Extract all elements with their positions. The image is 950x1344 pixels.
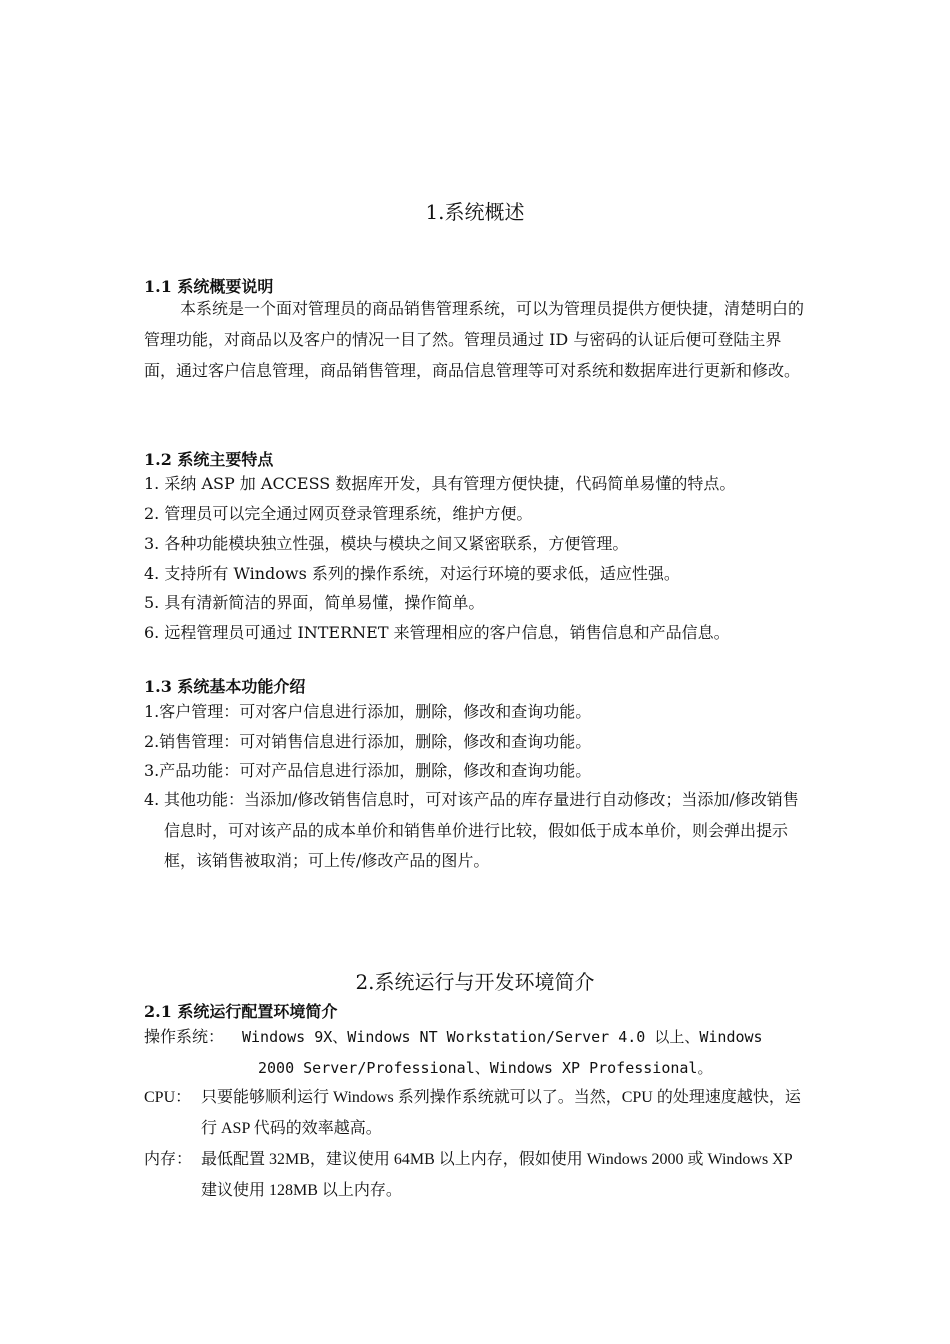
subsection-heading-2-1: 2.1 系统运行配置环境简介 — [144, 1002, 338, 1021]
env-os-text: Windows 9X、Windows NT Workstation/Server 4.0 以上、Windows 2000 Server/Professional、Windows XP Professional。 — [242, 1028, 763, 1077]
env-cpu — [144, 1083, 806, 1144]
overview-paragraph — [144, 293, 806, 386]
feature-item-1: 1. 采纳 ASP 加 ACCESS 数据库开发，具有管理方便快捷，代码简单易懂的特点。 — [144, 474, 736, 493]
feature-item-2: 2. 管理员可以完全通过网页登录管理系统，维护方便。 — [144, 504, 533, 523]
section-title-2: 2.系统运行与开发环境简介 — [355, 970, 595, 994]
feature-item-4: 4. 支持所有 Windows 系列的操作系统，对运行环境的要求低，适应性强。 — [144, 564, 680, 583]
feature-item-6: 6. 远程管理员可通过 INTERNET 来管理相应的客户信息，销售信息和产品信息。 — [144, 623, 730, 642]
env-memory-text: 最低配置 32MB，建议使用 64MB 以上内存，假如使用 Windows 2000 或 Windows XP 建议使用 128MB 以上内存。 — [201, 1151, 793, 1199]
function-item-3: 3.产品功能：可对产品信息进行添加，删除，修改和查询功能。 — [144, 761, 592, 780]
function-item-1: 1.客户管理：可对客户信息进行添加，删除，修改和查询功能。 — [144, 702, 592, 721]
function-item-2: 2.销售管理：可对销售信息进行添加，删除，修改和查询功能。 — [144, 732, 592, 751]
function-item-4 — [144, 785, 806, 877]
env-os-label: 操作系统： — [144, 1027, 225, 1046]
feature-item-3: 3. 各种功能模块独立性强，模块与模块之间又紧密联系，方便管理。 — [144, 534, 629, 553]
env-cpu-text: 只要能够顺利运行 Windows 系列操作系统就可以了。当然，CPU 的处理速度越快，运行 ASP 代码的效率越高。 — [201, 1089, 801, 1137]
section-title-1: 1.系统概述 — [425, 200, 525, 224]
function-item-4-label: 4. — [144, 790, 160, 809]
env-os — [144, 1022, 806, 1083]
subsection-heading-1-1: 1.1 系统概要说明 — [144, 277, 274, 296]
overview-paragraph-text: 本系统是一个面对管理员的商品销售管理系统，可以为管理员提供方便快捷，清楚明白的管理功能，对商品以及客户的情况一目了然。管理员通过 ID 与密码的认证后便可登陆主界面，通过客户信息管理，商品销售管理，商品信息管理等可对系统和数据库进行更新和修改。 — [144, 299, 805, 380]
subsection-heading-1-3: 1.3 系统基本功能介绍 — [144, 677, 306, 696]
subsection-heading-1-2: 1.2 系统主要特点 — [144, 450, 274, 469]
env-memory — [144, 1145, 806, 1206]
feature-item-5: 5. 具有清新简洁的界面，简单易懂，操作简单。 — [144, 593, 485, 612]
env-cpu-label: CPU： — [144, 1089, 192, 1106]
function-item-4-text: 其他功能：当添加/修改销售信息时，可对该产品的库存量进行自动修改；当添加/修改销售信息时，可对该产品的成本单价和销售单价进行比较，假如低于成本单价，则会弹出提示框，该销售被取消；可上传/修改产品的图片。 — [164, 790, 799, 870]
env-memory-label: 内存： — [144, 1151, 193, 1168]
